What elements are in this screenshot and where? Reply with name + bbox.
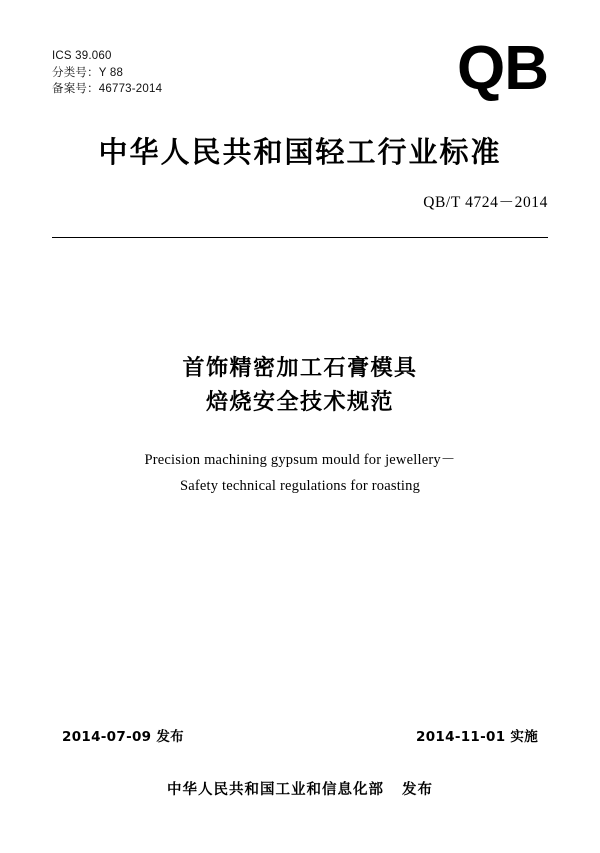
publisher-name: 中华人民共和国工业和信息化部 bbox=[167, 782, 384, 798]
record-number: 备案号：46773-2014 bbox=[52, 83, 163, 95]
header-block bbox=[52, 34, 548, 118]
ics-info-block bbox=[52, 48, 162, 98]
publisher-action: 发布 bbox=[402, 782, 433, 798]
horizontal-divider bbox=[52, 237, 548, 238]
footer-dates bbox=[62, 725, 538, 745]
standard-title: 中华人民共和国轻工行业标准 bbox=[98, 135, 502, 169]
publisher-line bbox=[0, 778, 600, 799]
standard-code: QB/T 4724－2014 bbox=[423, 194, 548, 211]
document-title bbox=[0, 352, 600, 420]
qb-logo: QB bbox=[457, 34, 548, 103]
document-title-line-1: 首饰精密加工石膏模具 bbox=[182, 356, 418, 381]
issue-date: 2014-07-09 发布 bbox=[62, 729, 184, 745]
document-title-line-2: 焙烧安全技术规范 bbox=[205, 390, 394, 415]
document-title-en-line-2: Safety technical regulations for roasting bbox=[179, 478, 421, 494]
document-title-en-line-1: Precision machining gypsum mould for jewellery－ bbox=[144, 452, 456, 468]
classification-number: 分类号：Y 88 bbox=[52, 66, 124, 79]
ics-number: ICS 39.060 bbox=[52, 50, 112, 62]
effective-date: 2014-11-01 实施 bbox=[416, 729, 538, 745]
document-title-english bbox=[0, 447, 600, 499]
